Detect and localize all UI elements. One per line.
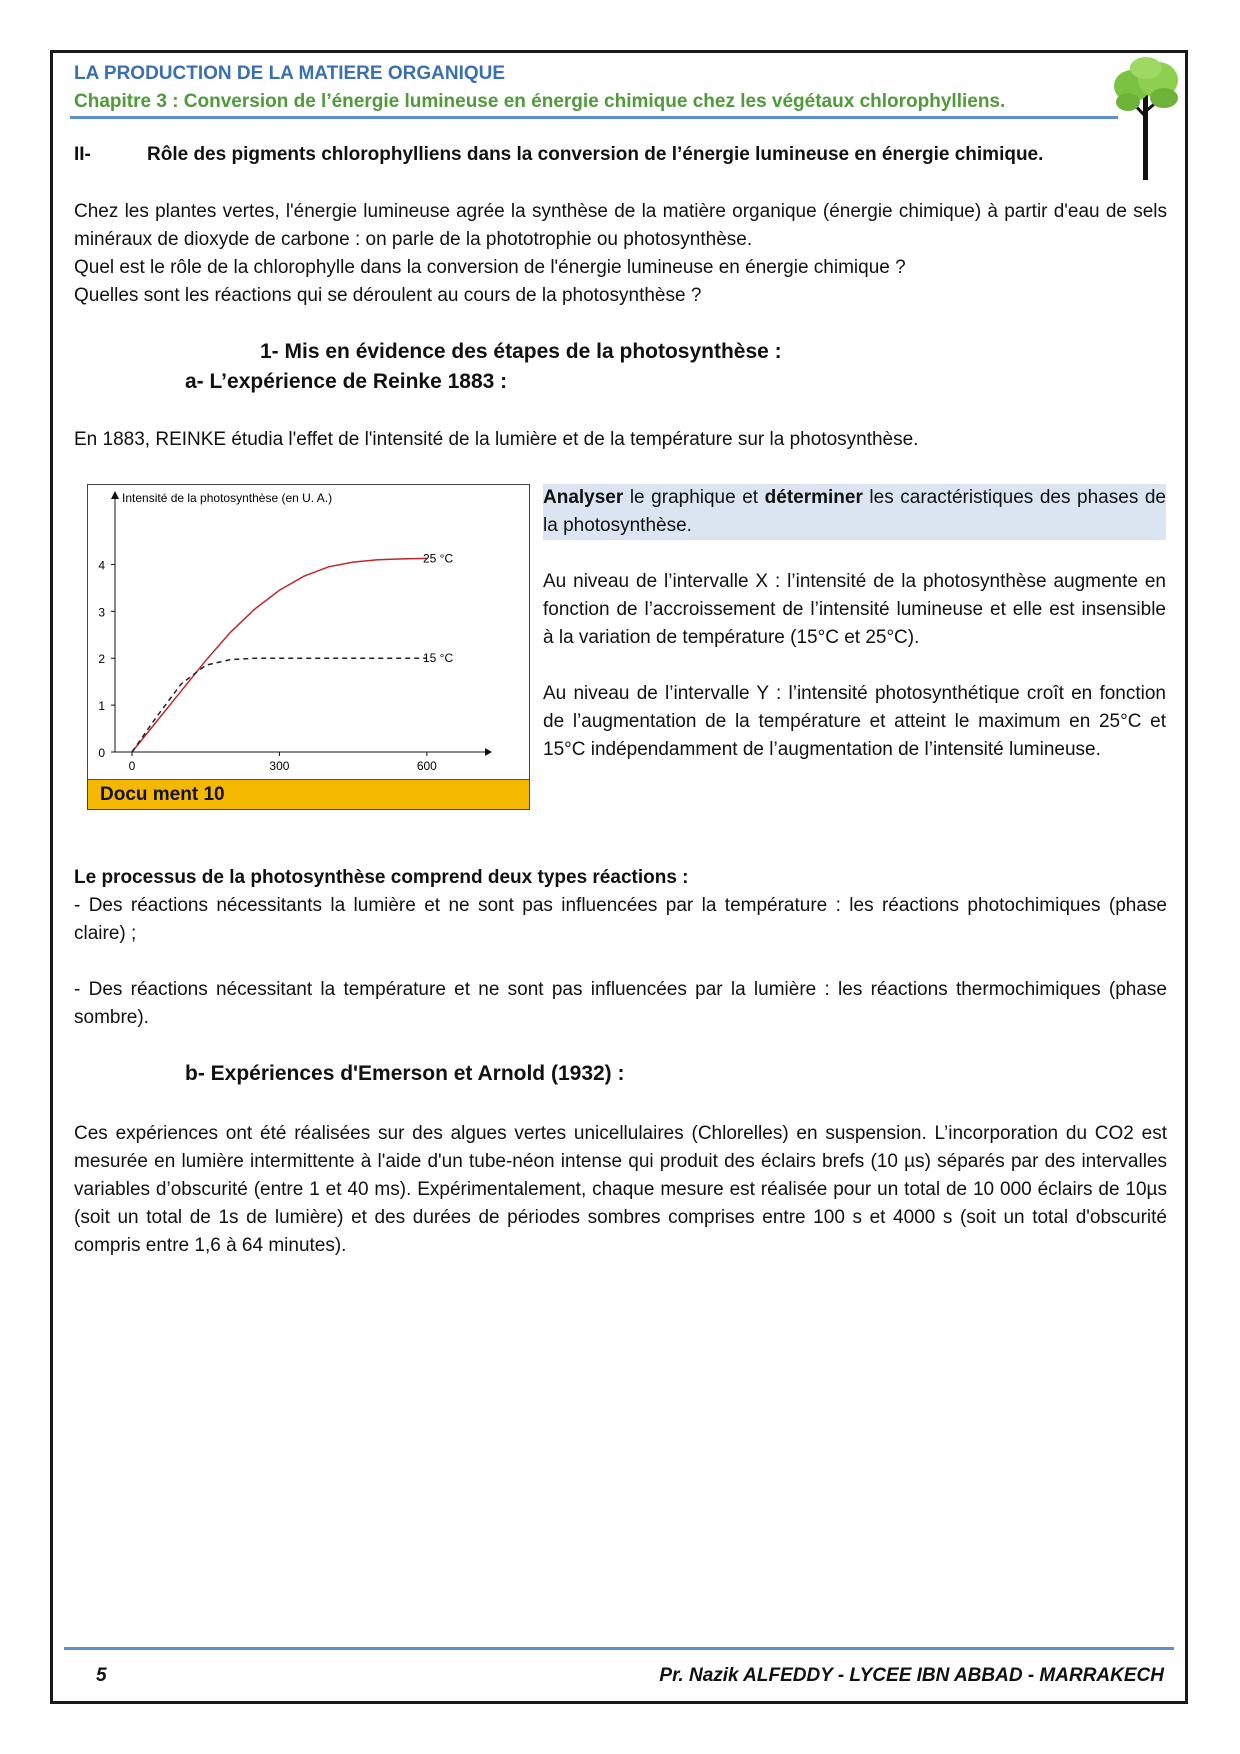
footer-author: Pr. Nazik ALFEDDY - LYCEE IBN ABBAD - MARRAKECH (659, 1665, 1164, 1686)
interval-y-text: Au niveau de l’intervalle Y : l’intensité photosynthétique croît en fonction de l’augmentation de la température et atteint le maximum en 25°C et 15°C indépendamment de l’augmentation de l’intensité lumineuse. (543, 683, 1166, 760)
analysis-verb-1: Analyser (543, 487, 624, 508)
header-subtitle: Chapitre 3 : Conversion de l’énergie lumineuse en énergie chimique chez les végétaux chlorophylliens. (74, 91, 1006, 112)
section-2-title: Rôle des pigments chlorophylliens dans la conversion de l’énergie lumineuse en énergie chimique. (147, 144, 1044, 165)
intro-paragraph: Chez les plantes vertes, l'énergie lumineuse agrée la synthèse de la matière organique (énergie chimique) à partir d'eau de sels minéraux de dioxyde de carbone : on parle de la phototrophie ou photosynthèse. (74, 201, 1167, 250)
header-divider (70, 116, 1118, 119)
reinke-text: En 1883, REINKE étudia l'effet de l'intensité de la lumière et de la température sur la photosynthèse. (74, 429, 919, 450)
x-tick-label: 300 (269, 759, 290, 773)
analysis-verb-2: déterminer (764, 487, 863, 508)
analysis-prompt (543, 484, 1166, 540)
series-label-2: 15 °C (423, 651, 454, 666)
analysis-rest: les caractéristiques des phases de la photosynthèse. (543, 487, 1167, 536)
part-1b-heading: b- Expériences d'Emerson et Arnold (1932) : (185, 1062, 625, 1085)
part-1-heading: 1- Mis en évidence des étapes de la photosynthèse : (260, 340, 782, 363)
page-number: 5 (96, 1665, 107, 1686)
photosynthesis-chart (88, 485, 529, 779)
x-tick-label: 600 (416, 759, 437, 773)
series-label-1: 25 °C (423, 551, 454, 566)
x-tick-label: 0 (128, 759, 136, 773)
interval-x-text: Au niveau de l’intervalle X : l’intensité de la photosynthèse augmente en fonction de l’accroissement de l’intensité lumineuse et elle est insensible à la variation de température (15°C et 25°C). (543, 571, 1166, 648)
series-line-2 (132, 658, 427, 752)
y-tick-label: 0 (98, 746, 105, 760)
y-tick-label: 4 (98, 558, 105, 573)
footer-divider (64, 1647, 1174, 1650)
section-2-number: II- (74, 144, 91, 165)
y-axis-label: Intensité de la photosynthèse (en U. A.) (122, 491, 333, 505)
series-line-1 (132, 558, 427, 752)
intro-question-1: Quel est le rôle de la chlorophylle dans la conversion de l'énergie lumineuse en énergie chimique ? (74, 257, 906, 278)
document-label: Docu ment 10 (88, 779, 529, 809)
y-tick-label: 1 (98, 699, 105, 714)
process-item-2: - Des réactions nécessitant la température et ne sont pas influencées par la lumière : les réactions thermochimiques (phase sombre). (74, 979, 1167, 1028)
intro-question-2: Quelles sont les réactions qui se déroulent au cours de la photosynthèse ? (74, 285, 702, 306)
part-1a-heading: a- L’expérience de Reinke 1883 : (185, 370, 508, 393)
analysis-mid: le graphique et (623, 487, 765, 508)
y-axis-arrow (111, 491, 119, 499)
y-tick-label: 3 (98, 605, 105, 620)
process-item-1: - Des réactions nécessitants la lumière et ne sont pas influencées par la température : les réactions photochimiques (phase claire) ; (74, 895, 1167, 944)
document-10-figure (87, 484, 530, 810)
tree-icon (1112, 56, 1182, 180)
y-tick-label: 2 (98, 652, 105, 667)
emerson-arnold-text: Ces expériences ont été réalisées sur des algues vertes unicellulaires (Chlorelles) en suspension. L’incorporation du CO2 est mesurée en lumière intermittente à l'aide d'un tube-néon intense qui produit des éclairs brefs (10 µs) séparés par des intervalles variables d’obscurité (entre 1 et 40 ms). Expérimentalement, chaque mesure est réalisée pour un total de 10 000 éclairs de 10µs (soit un total de 1s de lumière) et des durées de périodes sombres comprises entre 100 s et 4000 s (soit un total d'obscurité compris entre 1,6 à 64 minutes). (74, 1123, 1167, 1256)
header-title: LA PRODUCTION DE LA MATIERE ORGANIQUE (74, 63, 506, 84)
process-title: Le processus de la photosynthèse comprend deux types réactions : (74, 867, 689, 888)
x-axis-arrow (485, 748, 492, 756)
